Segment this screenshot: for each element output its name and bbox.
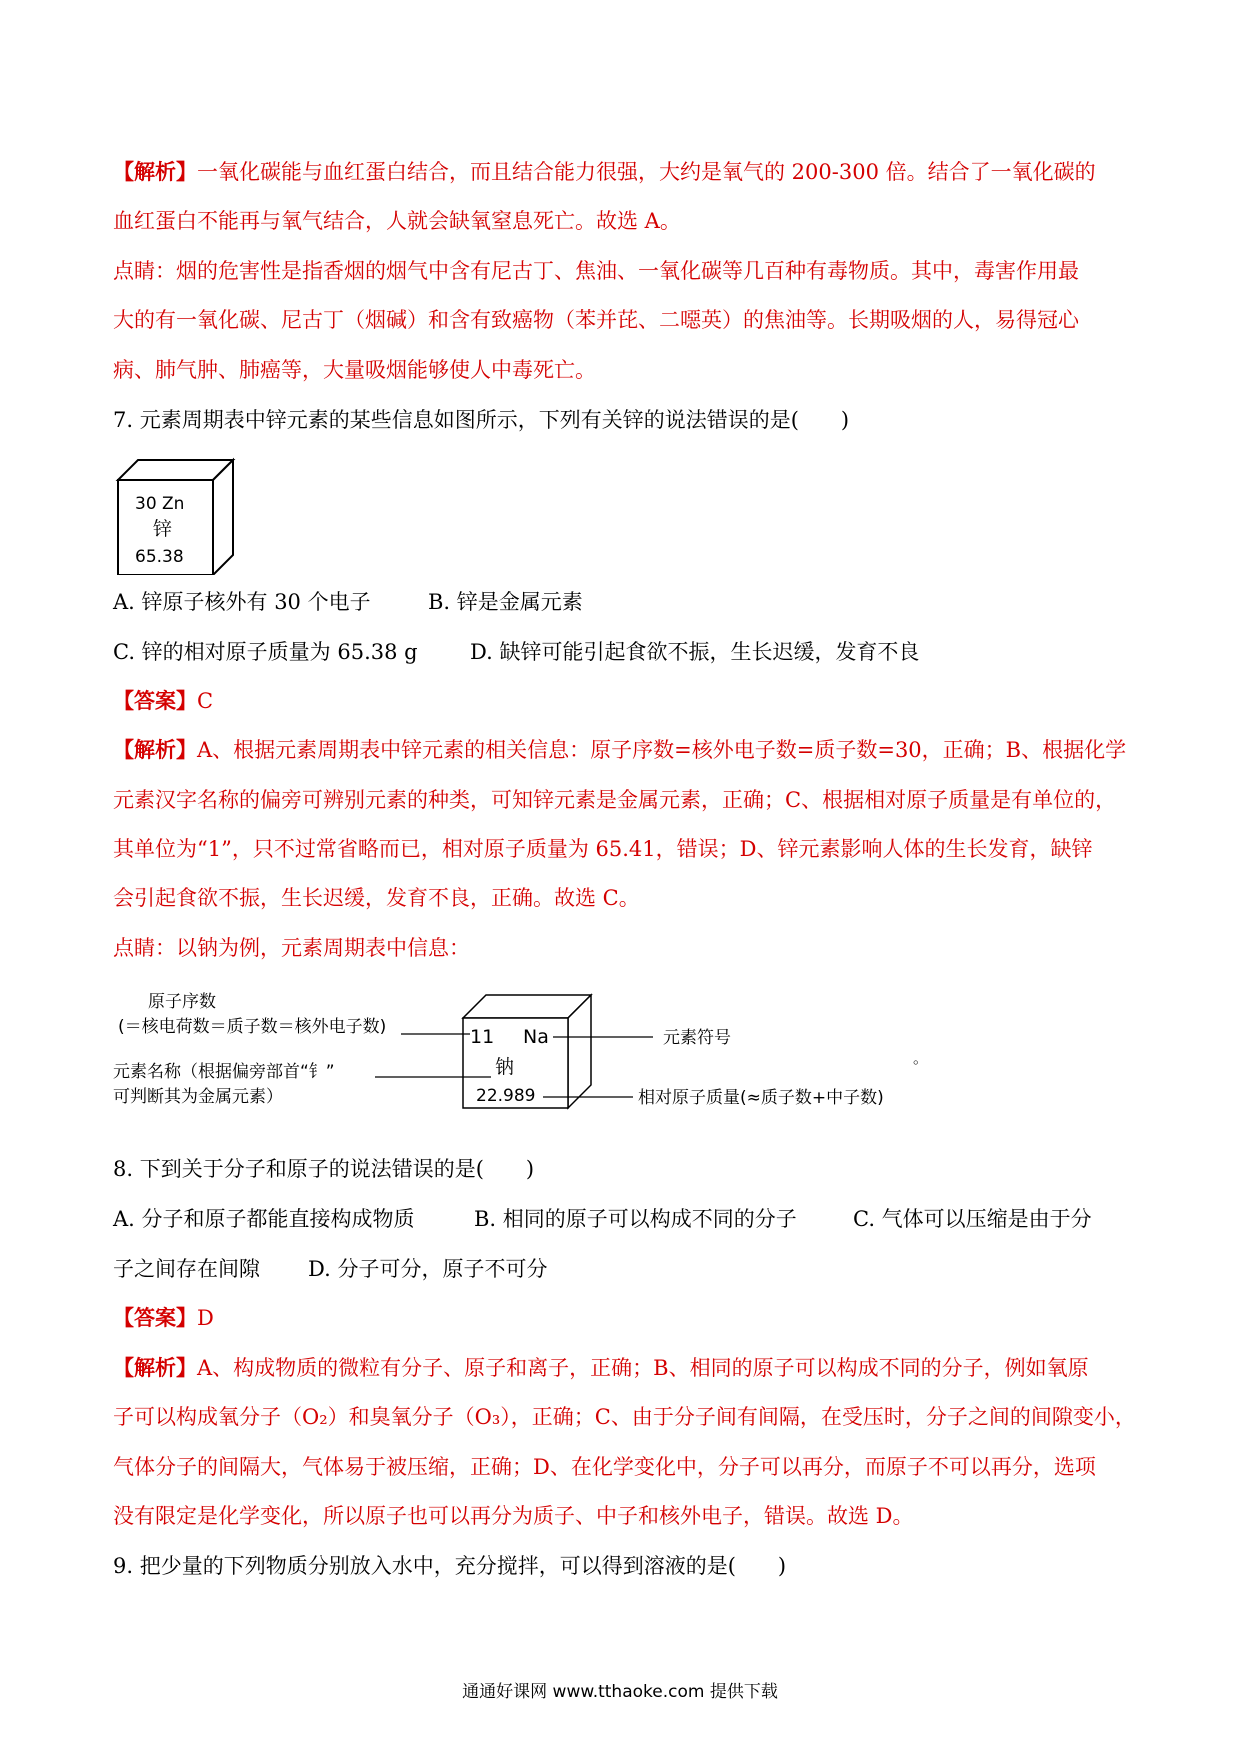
zn-name: 锌 xyxy=(153,518,173,540)
zn-top-label: 30 Zn xyxy=(135,494,185,514)
q6-tip-line-2: 大的有一氧化碳、尼古丁（烟碱）和含有致癌物（苯并芘、二噁英）的焦油等。长期吸烟的人，易得冠心 xyxy=(113,308,1079,332)
q6-analysis-text-1: 一氧化碳能与血红蛋白结合，而且结合能力很强，大约是氧气的 200-300 倍。结合了一氧化碳的 xyxy=(197,160,1096,184)
q7-tip: 点睛：以钠为例，元素周期表中信息： xyxy=(113,936,470,960)
q7-question: 7. 元素周期表中锌元素的某些信息如图所示，下列有关锌的说法错误的是( ) xyxy=(113,408,850,432)
zinc-element-box xyxy=(113,455,239,575)
page-footer: 通通好课网 www.tthaoke.com 提供下载 xyxy=(462,1682,778,1702)
na-label-name-2: 可判断其为金属元素） xyxy=(113,1087,283,1107)
q8-answer-tag: 【答案】 xyxy=(113,1305,197,1330)
q8-analysis-line-1 xyxy=(113,1353,1133,1383)
q7-option-c: C. 锌的相对原子质量为 65.38 g xyxy=(113,640,418,664)
sodium-element-diagram xyxy=(113,985,933,1120)
q7-analysis-text-1: A、根据元素周期表中锌元素的相关信息：原子序数=核外电子数=质子数=30，正确；B、根据化学 xyxy=(197,738,1127,762)
na-trailing-mark: 。 xyxy=(913,1049,929,1067)
q8-analysis-line-3: 气体分子的间隔大，气体易于被压缩，正确；D、在化学变化中，分子可以再分，而原子不可以再分，选项 xyxy=(113,1455,1096,1479)
na-symbol: Na xyxy=(523,1026,549,1048)
q7-answer-line xyxy=(113,686,1133,716)
q7-option-a: A. 锌原子核外有 30 个电子 xyxy=(113,590,371,614)
q7-analysis-line-2: 元素汉字名称的偏旁可辨别元素的种类，可知锌元素是金属元素，正确；C、根据相对原子质量是有单位的， xyxy=(113,788,1117,812)
zn-mass: 65.38 xyxy=(135,547,184,567)
q8-question: 8. 下到关于分子和原子的说法错误的是( ) xyxy=(113,1157,535,1181)
q8-answer: D xyxy=(197,1306,214,1330)
q7-analysis-line-4: 会引起食欲不振，生长迟缓，发育不良，正确。故选 C。 xyxy=(113,886,640,910)
na-label-mass: 相对原子质量(≈质子数+中子数) xyxy=(638,1088,884,1108)
q6-analysis-line-1 xyxy=(113,157,1133,187)
q6-analysis-line-2: 血红蛋白不能再与氧气结合，人就会缺氧窒息死亡。故选 A。 xyxy=(113,209,681,233)
q7-answer: C xyxy=(197,689,214,713)
q7-answer-tag: 【答案】 xyxy=(113,688,197,713)
q9-question: 9. 把少量的下列物质分别放入水中，充分搅拌，可以得到溶液的是( ) xyxy=(113,1554,787,1578)
na-name: 钠 xyxy=(495,1056,515,1078)
q7-analysis-tag: 【解析】 xyxy=(113,737,197,762)
q8-option-a: A. 分子和原子都能直接构成物质 xyxy=(113,1207,415,1231)
q6-tip-line-3: 病、肺气肿、肺癌等，大量吸烟能够使人中毒死亡。 xyxy=(113,358,596,382)
q7-analysis-line-1 xyxy=(113,735,1133,765)
q7-option-d: D. 缺锌可能引起食欲不振，生长迟缓，发育不良 xyxy=(470,640,920,664)
q6-tip-line-1: 点睛：烟的危害性是指香烟的烟气中含有尼古丁、焦油、一氧化碳等几百种有毒物质。其中，毒害作用最 xyxy=(113,259,1079,283)
na-mass: 22.989 xyxy=(476,1086,536,1106)
q8-option-b: B. 相同的原子可以构成不同的分子 xyxy=(474,1207,797,1231)
q8-analysis-text-1: A、构成物质的微粒有分子、原子和离子，正确；B、相同的原子可以构成不同的分子，例如氧原 xyxy=(197,1356,1089,1380)
q6-analysis-tag: 【解析】 xyxy=(113,159,197,184)
q7-option-b: B. 锌是金属元素 xyxy=(428,590,583,614)
na-number: 11 xyxy=(470,1026,495,1048)
na-label-number-1: 原子序数 xyxy=(148,992,216,1012)
q8-analysis-line-2: 子可以构成氧分子（O₂）和臭氧分子（O₃），正确；C、由于分子间有间隔，在受压时，分子之间的间隙变小， xyxy=(113,1405,1136,1429)
na-label-name-1: 元素名称（根据偏旁部首“钅” xyxy=(113,1062,335,1082)
q8-option-d: D. 分子可分，原子不可分 xyxy=(308,1257,548,1281)
q8-option-c-cont: 子之间存在间隙 xyxy=(113,1257,260,1281)
q8-option-c: C. 气体可以压缩是由于分 xyxy=(853,1207,1092,1231)
q8-answer-line xyxy=(113,1303,1133,1333)
q7-analysis-line-3: 其单位为“1”，只不过常省略而已，相对原子质量为 65.41，错误；D、锌元素影响人体的生长发育，缺锌 xyxy=(113,837,1093,861)
na-label-symbol: 元素符号 xyxy=(663,1028,731,1048)
na-label-number-2: (＝核电荷数＝质子数＝核外电子数) xyxy=(118,1017,387,1037)
q8-analysis-line-4: 没有限定是化学变化，所以原子也可以再分为质子、中子和核外电子，错误。故选 D。 xyxy=(113,1504,914,1528)
q8-analysis-tag: 【解析】 xyxy=(113,1355,197,1380)
